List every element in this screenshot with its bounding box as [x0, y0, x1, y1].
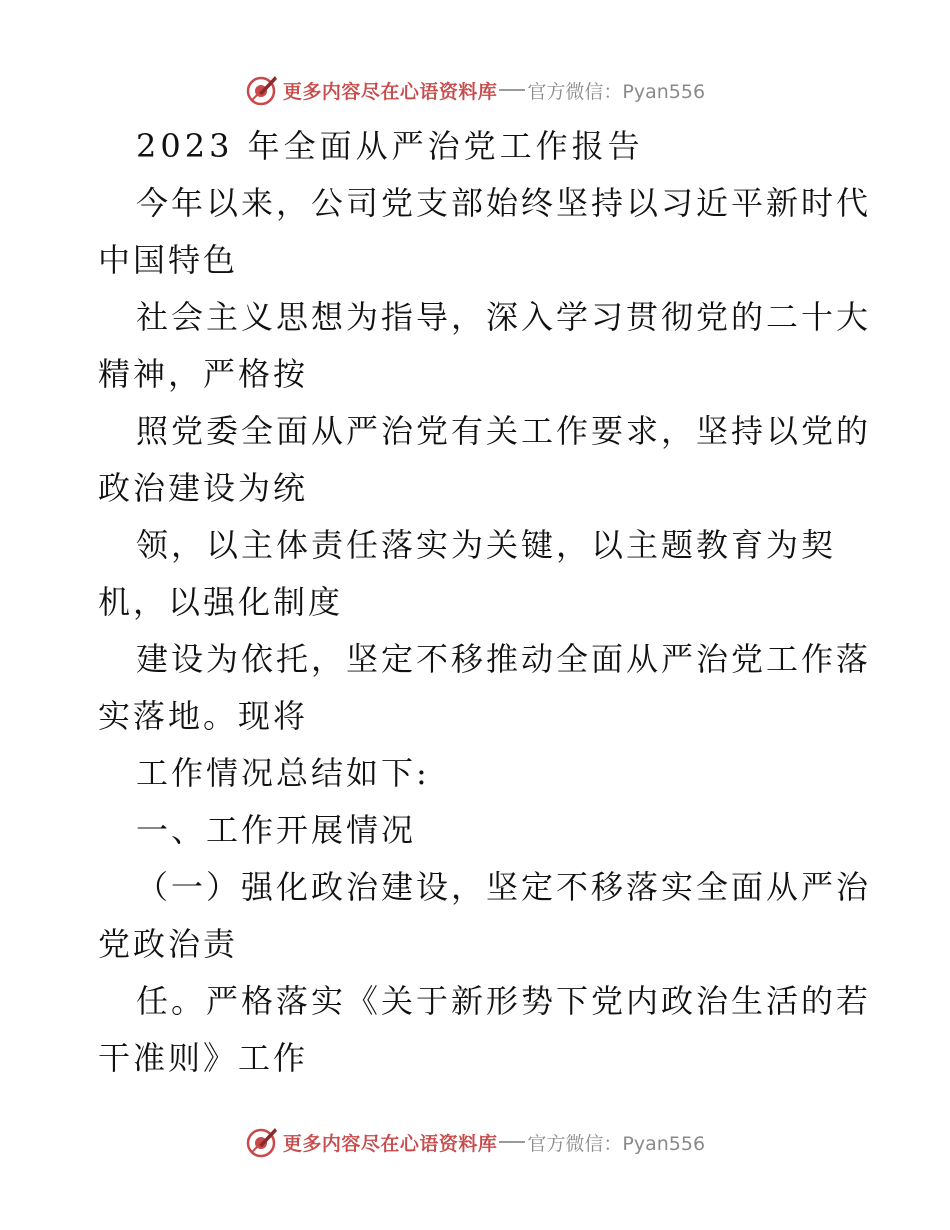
paragraph-line: 照党委全面从严治党有关工作要求，坚持以党的 — [136, 412, 872, 450]
paragraph-line: 党政治责 — [98, 925, 239, 963]
promo-text: 更多内容尽在心语资料库 — [282, 1132, 498, 1155]
header-banner — [0, 70, 950, 110]
paragraph-line: 实落地。现将 — [98, 697, 309, 735]
subsection-heading: （一）强化政治建设，坚定不移落实全面从严治 — [136, 868, 872, 906]
wechat-id: 官方微信：Pyan556 — [527, 1132, 706, 1155]
paragraph-line: 今年以来，公司党支部始终坚持以习近平新时代 — [136, 184, 872, 222]
promo-text: 更多内容尽在心语资料库 — [282, 80, 498, 103]
divider-dash — [499, 1141, 525, 1143]
wechat-id: 官方微信：Pyan556 — [527, 80, 706, 103]
paragraph-line: 机，以强化制度 — [98, 583, 344, 621]
paragraph-line: 工作情况总结如下: — [136, 754, 430, 792]
document-title: 2023 年全面从严治党工作报告 — [136, 127, 644, 165]
quill-logo-icon — [245, 73, 279, 107]
document-body — [98, 118, 872, 1087]
paragraph-line: 中国特色 — [98, 241, 239, 279]
paragraph-line: 任。严格落实《关于新形势下党内政治生活的若 — [136, 982, 872, 1020]
divider-dash — [499, 89, 525, 91]
paragraph-line: 社会主义思想为指导，深入学习贯彻党的二十大 — [136, 298, 872, 336]
quill-logo-icon — [245, 1125, 279, 1159]
paragraph-line: 精神，严格按 — [98, 355, 309, 393]
paragraph-line: 政治建设为统 — [98, 469, 309, 507]
section-heading: 一、工作开展情况 — [136, 811, 417, 849]
paragraph-line: 建设为依托，坚定不移推动全面从严治党工作落 — [136, 640, 872, 678]
paragraph-line: 干准则》工作 — [98, 1039, 309, 1077]
paragraph-line: 领，以主体责任落实为关键，以主题教育为契 — [136, 526, 837, 564]
footer-banner — [0, 1122, 950, 1162]
